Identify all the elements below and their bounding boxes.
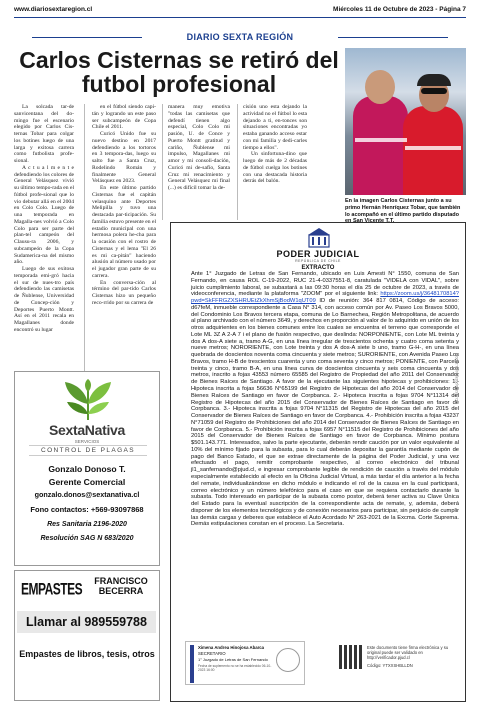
paragraph: en el fútbol siendo capi-tán y logrando un este paso ser subcampeón de Copa Chile el 2011. — [92, 104, 156, 131]
paragraph: Curicó Unido fue su nuevo destino en 2017 defendiendo a los tortoros en 3 tempora-das, luego su salto fue a Santa Cruz, Rodelindo Román y finalmente General Velásquez en 2023. — [92, 131, 156, 185]
court-seal-icon — [307, 227, 331, 249]
person-left — [353, 96, 408, 195]
signer-date: Fecha de suplemento no se ha establecido 06-10-2023 16:00 — [198, 664, 272, 672]
column-divider — [162, 104, 163, 220]
qr-description: Este documento tiene firma electrónica y su original puede ser validado en http://verificador.pjud.cl — [367, 645, 449, 660]
brand-name — [15, 422, 159, 438]
brand-name-text: SextaNativa — [48, 422, 126, 438]
section-title: DIARIO SEXTA REGIÓN — [150, 32, 330, 42]
org-subtitle: REPÚBLICA DE CHILE — [295, 259, 341, 263]
headline: Carlos Cisternas se retiró del futbol profesional — [19, 47, 339, 97]
ad-sextanativa[interactable] — [14, 371, 160, 566]
ad2-top — [17, 573, 156, 609]
paragraph: La solcada tar-de sanvicentana del do-mingo fue el escenario elegido por Carlos Cis-ternas Tobar para colgar los botines luego de una larga y exitosa carrera como futbolista profe-sional. — [14, 104, 74, 164]
column-divider — [237, 104, 238, 220]
org-title: PODER JUDICIAL — [276, 249, 360, 259]
column-divider — [84, 104, 85, 372]
brand-sub: SERVICIOS — [74, 439, 100, 444]
paragraph: Un sinfortuna-dino que luego de más de 2 décadas de fútbol cuelga los botines con una destacada historia detrás del balón. — [243, 151, 307, 185]
paragraph: Luego de sus exitosa temporada emi-gró hacia el sur de nues-tro país defendiendo las camisetas de Ñublense, Universidad de Concep-ción y Deportes Puerto Montt. Así en el 2011 recala en Magallanes donde encontró su lugar — [14, 266, 74, 333]
qr-code-id: Código: YTXXSHBLLDN — [367, 663, 413, 668]
qr-code-icon[interactable] — [339, 645, 363, 669]
notice-text-1: Ante 1° Juzgado de Letras de San Fernando, ubicado en Luis Amesti N° 1550, comuna de San Fernando, en causa ROL C-19-2022, RUC 21-4-0337551-8, caratulada "VIDELA con VIDAL", sobre juicio cumplimiento laboral, se subastará a las 09:30 horas el día 25 de octubre de 2023, a través de videoconferencia, mediante la plataforma "ZOOM" por el siguiente link: — [191, 271, 459, 298]
leaf-logo-icon — [59, 378, 117, 422]
jersey-stripe — [355, 138, 407, 142]
zoom-link[interactable]: https://zoom.us/j/3648170814?pwd=SkFFRGZXSHRUEtZkXhmSjBodW1qUT09 — [191, 291, 459, 305]
jersey-stripe — [405, 146, 461, 150]
person-left-head — [365, 70, 395, 104]
paragraph: En conversa-ción al término del par-tido Carlos Cisternas hizo un pequeño reco-rrido por su carrera de — [92, 279, 156, 306]
ad2-phone[interactable]: Llamar al 989559788 — [17, 611, 156, 633]
article-column-1 — [14, 104, 74, 334]
paragraph: cisión uno esta dejando la actividad no el fútbol lo esta dejando a ti, en-tonces son situaciones encontradas yo estaba ganando acceso estar con mi familia y dedi-carles tiempo a ellos". — [243, 104, 307, 151]
qr-text — [367, 645, 457, 668]
brand-tagline: CONTROL DE PLAGAS — [29, 445, 147, 456]
signer-name: Ximena Andrea Hinojosa Abarca — [198, 645, 265, 650]
signature-seal-icon — [276, 648, 300, 672]
article-photo — [345, 48, 466, 195]
contact-name: Gonzalo Donoso T. — [48, 464, 126, 474]
photo-caption: En la imagen Carlos Cisternas junto a su primo Hernán Henríquez Tobar, que también lo acompañó en el último partido disputado en San Vicente T.T. — [345, 198, 461, 225]
signature-box — [185, 641, 305, 685]
cap — [417, 74, 451, 86]
paragraph: En este último partido Cisternas fue el capitán velasquino ante Deportes Melipilla y tuvo una destacada par-ticipación. Su familia estuvo presente en el estadio municipal con una hermosa polera he-cha para la ocasión con el rostro de Cisternas y el lema "El 26 es mi ca-pitán" haciendo alusión al número usado por el jugador gran parte de su carrera. — [92, 185, 156, 279]
paragraph: manera muy emotiva "todas las camisetas que defendí tienen algo especial, Colo Colo mi pasión, U. de Conce y Puerto Montt gratitud y cariño, Ñublense mi impulso, Magallanes mi amor y mi consoli-dación, Curicó mi de-safío, Santa Cruz mi renacimiento y General Velásquez mi final (...) es difícil tomar la de- — [168, 104, 230, 191]
site-url[interactable]: www.diariosextaregion.cl — [14, 6, 93, 13]
article-column-4 — [243, 104, 307, 185]
ad2-owner: FRANCISCO BECERRA — [94, 576, 148, 596]
ad-empastes[interactable] — [14, 570, 160, 701]
notice-body — [191, 271, 459, 528]
signature-bar — [190, 645, 194, 683]
signer-court: 1° Juzgado de Letras de San Fernando — [198, 657, 268, 662]
sunglasses — [421, 88, 447, 94]
article-column-2 — [92, 104, 156, 307]
issue-date: Miércoles 11 de Octubre de 2023 - Página 7 — [333, 6, 466, 13]
contact-role: Gerente Comercial — [48, 477, 126, 487]
contact-email[interactable]: gonzalo.donos@sextanativa.cl — [34, 490, 140, 499]
resolution-2: Resolución SAG N 683/2020 — [40, 535, 134, 542]
header-rule — [14, 17, 466, 18]
article-column-3 — [168, 104, 230, 192]
signer-role: SECRETARIO — [198, 651, 226, 656]
ad2-description: Empastes de libros, tesis, otros — [19, 649, 155, 659]
paragraph: A c t u a l m e n t e defendiendo los colores de General Velásquez vivió su último tempo-rada en el fútbol profe-sional que lo vio debutar allá en el 2004 en Colo Colo. Luego de una temporada en Magalla-nes volvió a Colo Colo para ser parte del plan-tel campeón del Clausu-ra 2006, y subcampeón de la Copa Sudamerica-na del mismo año. — [14, 164, 74, 266]
contact-phone[interactable]: Fono contactos: +569-93097868 — [30, 505, 144, 514]
legal-notice — [170, 222, 466, 702]
notice-title: EXTRACTO — [301, 265, 335, 271]
ad2-title: EMPASTES — [21, 579, 83, 599]
person-right — [403, 106, 463, 195]
resolution-1: Res Sanitaria 2196-2020 — [47, 521, 127, 528]
side-code: ID-7152-2A(2023)(04) 04-10-2023 — [455, 353, 459, 402]
notice-text-2: ID de reunión: 364 817 0814, Código de acceso: d67feM, inmueble correspondiente a Casa N° 314, con acceso común por Av. Paseo Los Bravos 5000, del Condominio Los Bravos tercera etapa, comuna de Lo Barnechea, Región Metropolitana, de acuerdo al plano archivado con el número 3649, y derechos en proporción al valor de lo adquirido en unión de los otros adquirientes en los bienes comunes entre los cuales se encuentra el terreno que corresponde el Lote ML 3Z A 2-A 7 i el plano de fusión respectivo, que deslinda: NORPONIENTE, con Lote ML treinta y dos A dos-A siete a, tramo A-G, en una línea irregular de trescientos ochenta y cuatro coma setenta y nueve metros; NORORIENTE, con Lote treinta y dos A dos-A siete b uno, tramo G-H-, en una línea quebrada de doscientos noventa coma cincuenta y siete metros; SURORIENTE, con Avenida Paseo Los Bravos, tramo H-B de trescientos cuarenta y uno coma seventa y cinco metros; PONIENTE, con Parcela treinta y cinco, tramo B-A, en una línea curva de doscientos cincuenta y seis coma cincuenta y dos metros, inscrito a fojas 43553 número 65585 del Registro de Propiedad del año 2011 del Conservador de Bienes Raíces de Santiago. A favor de la ejecutante las siguientes hipotecas y prohibiciones: 1.- Hipoteca inscrita a fojas 56636 N°65199 del Registro de Hipotecas del año 2014 del Conservador de Bienes Raíces de Santiago en favor de Corpbanca. 2.- Hipoteca inscrita a fojas 9704 N°11314 del Registro de Hipotecas del año 2015 del Conservador de Bienes Raíces de Santiago en favor de Corpbanca. 3.- Hipoteca inscrita a fojas 9704 N°11315 del Registro de Hipotecas del año 2015 del Conservador de Bienes Raíces de Santiago en favor de Corpbanca. 4.- Prohibición inscrita a fojas 43237 N°71059 del Registro de Prohibiciones del año 2014 del Conservador de Bienes Raíces de Santiago en favor de Corpbanca. 5.- Prohibición inscrita a fojas 6957 N°11515 del Registro de Prohibiciones del año 2015 del Conservador de Bienes Raíces de Santiago en favor de Corpbanca. Mínimo postura $501.143.771. Interesados, salvo la parte ejecutante, deberán rendir caución por un valor equivalente al 10% del mínimo fijado para la subasta, para lo cual deberán depositar la garantía mediante cupón de pago del Banco Estado, el que se extrae directamente de la página del Poder Judicial, y una vez efectuado el pago, remitir comprobante respectivo, al correo electrónico del tribunal jl1_sanfernando@pjud.cl, e ingresar comprobante legible de rendición de caución a través del módulo especialmente establecido al efecto en la Oficina Judicial Virtual, a más tardar el día anterior a la fecha del remate, individualizándose en dicho módulo e indicando el rol de la causa en la cual participará, correo electrónico y un número telefónico para el caso en que se requiera contactarlo durante la subasta. Todo interesado en participar de la subasta como postor, deberá tener activa su Clave Única del Estado para la eventual suscripción de la correspondiente acta de remate, y, además, deberá disponer de los elementos tecnológicos y de conexión necesarios para participar, sin perjuicio de cumplir las demás cargas y deberes que establece el Auto Acordado N° 263-2021 de la Excma. Corte Suprema. Demás estipulaciones constan en el proceso. La Secretaria. — [191, 298, 459, 528]
